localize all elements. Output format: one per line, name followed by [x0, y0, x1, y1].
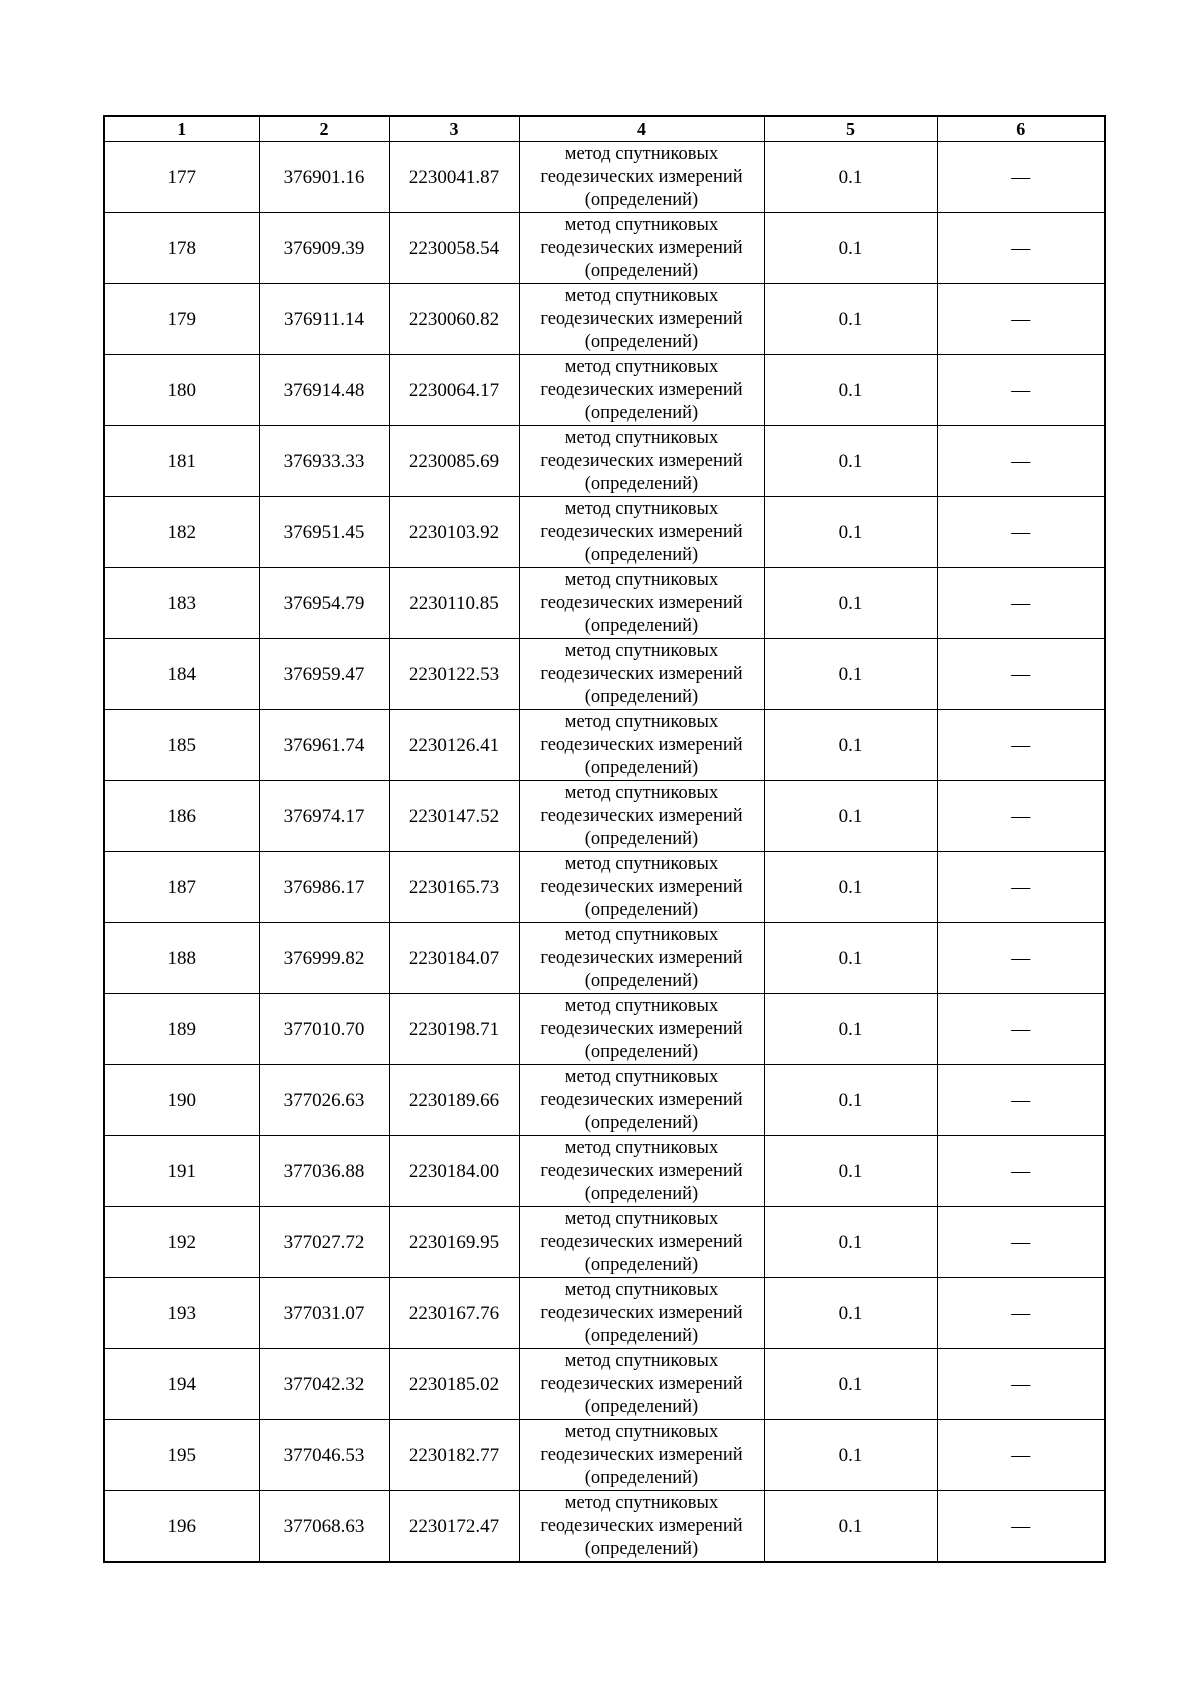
notes-cell: — — [937, 1349, 1105, 1420]
accuracy-cell: 0.1 — [764, 923, 937, 994]
table-row — [104, 710, 1105, 781]
table-row — [104, 497, 1105, 568]
header-cell-3: 3 — [389, 116, 519, 142]
table-row — [104, 923, 1105, 994]
y-coordinate-cell: 2230147.52 — [389, 781, 519, 852]
table-row — [104, 781, 1105, 852]
table-body — [104, 142, 1105, 1563]
method-cell: метод спутниковых геодезических измерений (определений) — [519, 852, 764, 923]
accuracy-cell: 0.1 — [764, 1420, 937, 1491]
x-coordinate-cell: 376933.33 — [259, 426, 389, 497]
y-coordinate-cell: 2230189.66 — [389, 1065, 519, 1136]
point-number-cell: 182 — [104, 497, 259, 568]
point-number-cell: 187 — [104, 852, 259, 923]
accuracy-cell: 0.1 — [764, 213, 937, 284]
header-cell-1: 1 — [104, 116, 259, 142]
x-coordinate-cell: 376909.39 — [259, 213, 389, 284]
point-number-cell: 180 — [104, 355, 259, 426]
x-coordinate-cell: 376901.16 — [259, 142, 389, 213]
x-coordinate-cell: 376959.47 — [259, 639, 389, 710]
notes-cell: — — [937, 568, 1105, 639]
point-number-cell: 177 — [104, 142, 259, 213]
point-number-cell: 184 — [104, 639, 259, 710]
x-coordinate-cell: 377010.70 — [259, 994, 389, 1065]
accuracy-cell: 0.1 — [764, 994, 937, 1065]
point-number-cell: 196 — [104, 1491, 259, 1563]
notes-cell: — — [937, 1207, 1105, 1278]
table-row — [104, 1065, 1105, 1136]
x-coordinate-cell: 376911.14 — [259, 284, 389, 355]
notes-cell: — — [937, 284, 1105, 355]
table-row — [104, 639, 1105, 710]
table-row — [104, 852, 1105, 923]
point-number-cell: 179 — [104, 284, 259, 355]
method-cell: метод спутниковых геодезических измерений (определений) — [519, 1491, 764, 1563]
x-coordinate-cell: 376986.17 — [259, 852, 389, 923]
point-number-cell: 189 — [104, 994, 259, 1065]
point-number-cell: 193 — [104, 1278, 259, 1349]
point-number-cell: 190 — [104, 1065, 259, 1136]
y-coordinate-cell: 2230060.82 — [389, 284, 519, 355]
method-cell: метод спутниковых геодезических измерений (определений) — [519, 710, 764, 781]
notes-cell: — — [937, 852, 1105, 923]
notes-cell: — — [937, 1420, 1105, 1491]
notes-cell: — — [937, 1278, 1105, 1349]
notes-cell: — — [937, 1491, 1105, 1563]
method-cell: метод спутниковых геодезических измерений (определений) — [519, 639, 764, 710]
y-coordinate-cell: 2230085.69 — [389, 426, 519, 497]
header-cell-4: 4 — [519, 116, 764, 142]
y-coordinate-cell: 2230184.07 — [389, 923, 519, 994]
notes-cell: — — [937, 781, 1105, 852]
table-row — [104, 1349, 1105, 1420]
table-row — [104, 284, 1105, 355]
method-cell: метод спутниковых геодезических измерений (определений) — [519, 355, 764, 426]
header-cell-6: 6 — [937, 116, 1105, 142]
accuracy-cell: 0.1 — [764, 639, 937, 710]
point-number-cell: 183 — [104, 568, 259, 639]
point-number-cell: 194 — [104, 1349, 259, 1420]
method-cell: метод спутниковых геодезических измерений (определений) — [519, 1136, 764, 1207]
coordinates-table — [103, 115, 1106, 1563]
y-coordinate-cell: 2230110.85 — [389, 568, 519, 639]
table-row — [104, 1278, 1105, 1349]
table-row — [104, 1136, 1105, 1207]
method-cell: метод спутниковых геодезических измерений (определений) — [519, 568, 764, 639]
table-row — [104, 213, 1105, 284]
y-coordinate-cell: 2230182.77 — [389, 1420, 519, 1491]
accuracy-cell: 0.1 — [764, 710, 937, 781]
notes-cell: — — [937, 355, 1105, 426]
method-cell: метод спутниковых геодезических измерений (определений) — [519, 142, 764, 213]
table-row — [104, 568, 1105, 639]
point-number-cell: 191 — [104, 1136, 259, 1207]
y-coordinate-cell: 2230165.73 — [389, 852, 519, 923]
method-cell: метод спутниковых геодезических измерений (определений) — [519, 923, 764, 994]
notes-cell: — — [937, 142, 1105, 213]
accuracy-cell: 0.1 — [764, 497, 937, 568]
notes-cell: — — [937, 1136, 1105, 1207]
x-coordinate-cell: 377031.07 — [259, 1278, 389, 1349]
accuracy-cell: 0.1 — [764, 426, 937, 497]
method-cell: метод спутниковых геодезических измерений (определений) — [519, 1349, 764, 1420]
accuracy-cell: 0.1 — [764, 1349, 937, 1420]
table-header — [104, 116, 1105, 142]
x-coordinate-cell: 376961.74 — [259, 710, 389, 781]
notes-cell: — — [937, 994, 1105, 1065]
y-coordinate-cell: 2230103.92 — [389, 497, 519, 568]
notes-cell: — — [937, 710, 1105, 781]
method-cell: метод спутниковых геодезических измерений (определений) — [519, 994, 764, 1065]
table-row — [104, 994, 1105, 1065]
accuracy-cell: 0.1 — [764, 1491, 937, 1563]
notes-cell: — — [937, 426, 1105, 497]
header-cell-5: 5 — [764, 116, 937, 142]
method-cell: метод спутниковых геодезических измерений (определений) — [519, 497, 764, 568]
accuracy-cell: 0.1 — [764, 142, 937, 213]
point-number-cell: 188 — [104, 923, 259, 994]
method-cell: метод спутниковых геодезических измерений (определений) — [519, 1278, 764, 1349]
notes-cell: — — [937, 1065, 1105, 1136]
header-cell-2: 2 — [259, 116, 389, 142]
method-cell: метод спутниковых геодезических измерений (определений) — [519, 1207, 764, 1278]
x-coordinate-cell: 377068.63 — [259, 1491, 389, 1563]
point-number-cell: 181 — [104, 426, 259, 497]
x-coordinate-cell: 376954.79 — [259, 568, 389, 639]
y-coordinate-cell: 2230198.71 — [389, 994, 519, 1065]
x-coordinate-cell: 376951.45 — [259, 497, 389, 568]
table-row — [104, 1207, 1105, 1278]
x-coordinate-cell: 377027.72 — [259, 1207, 389, 1278]
x-coordinate-cell: 377036.88 — [259, 1136, 389, 1207]
y-coordinate-cell: 2230122.53 — [389, 639, 519, 710]
accuracy-cell: 0.1 — [764, 1136, 937, 1207]
accuracy-cell: 0.1 — [764, 568, 937, 639]
method-cell: метод спутниковых геодезических измерений (определений) — [519, 284, 764, 355]
x-coordinate-cell: 377046.53 — [259, 1420, 389, 1491]
x-coordinate-cell: 376974.17 — [259, 781, 389, 852]
method-cell: метод спутниковых геодезических измерений (определений) — [519, 213, 764, 284]
x-coordinate-cell: 376914.48 — [259, 355, 389, 426]
y-coordinate-cell: 2230126.41 — [389, 710, 519, 781]
accuracy-cell: 0.1 — [764, 355, 937, 426]
notes-cell: — — [937, 639, 1105, 710]
point-number-cell: 192 — [104, 1207, 259, 1278]
point-number-cell: 195 — [104, 1420, 259, 1491]
y-coordinate-cell: 2230169.95 — [389, 1207, 519, 1278]
method-cell: метод спутниковых геодезических измерений (определений) — [519, 781, 764, 852]
table-row — [104, 142, 1105, 213]
y-coordinate-cell: 2230172.47 — [389, 1491, 519, 1563]
x-coordinate-cell: 376999.82 — [259, 923, 389, 994]
y-coordinate-cell: 2230058.54 — [389, 213, 519, 284]
method-cell: метод спутниковых геодезических измерений (определений) — [519, 1065, 764, 1136]
notes-cell: — — [937, 923, 1105, 994]
header-row — [104, 116, 1105, 142]
method-cell: метод спутниковых геодезических измерений (определений) — [519, 426, 764, 497]
accuracy-cell: 0.1 — [764, 781, 937, 852]
y-coordinate-cell: 2230184.00 — [389, 1136, 519, 1207]
y-coordinate-cell: 2230167.76 — [389, 1278, 519, 1349]
x-coordinate-cell: 377026.63 — [259, 1065, 389, 1136]
point-number-cell: 185 — [104, 710, 259, 781]
accuracy-cell: 0.1 — [764, 852, 937, 923]
accuracy-cell: 0.1 — [764, 284, 937, 355]
accuracy-cell: 0.1 — [764, 1207, 937, 1278]
table-row — [104, 1420, 1105, 1491]
y-coordinate-cell: 2230064.17 — [389, 355, 519, 426]
method-cell: метод спутниковых геодезических измерений (определений) — [519, 1420, 764, 1491]
point-number-cell: 178 — [104, 213, 259, 284]
notes-cell: — — [937, 213, 1105, 284]
table-row — [104, 426, 1105, 497]
y-coordinate-cell: 2230185.02 — [389, 1349, 519, 1420]
accuracy-cell: 0.1 — [764, 1278, 937, 1349]
notes-cell: — — [937, 497, 1105, 568]
table-row — [104, 1491, 1105, 1563]
table-row — [104, 355, 1105, 426]
accuracy-cell: 0.1 — [764, 1065, 937, 1136]
x-coordinate-cell: 377042.32 — [259, 1349, 389, 1420]
y-coordinate-cell: 2230041.87 — [389, 142, 519, 213]
point-number-cell: 186 — [104, 781, 259, 852]
